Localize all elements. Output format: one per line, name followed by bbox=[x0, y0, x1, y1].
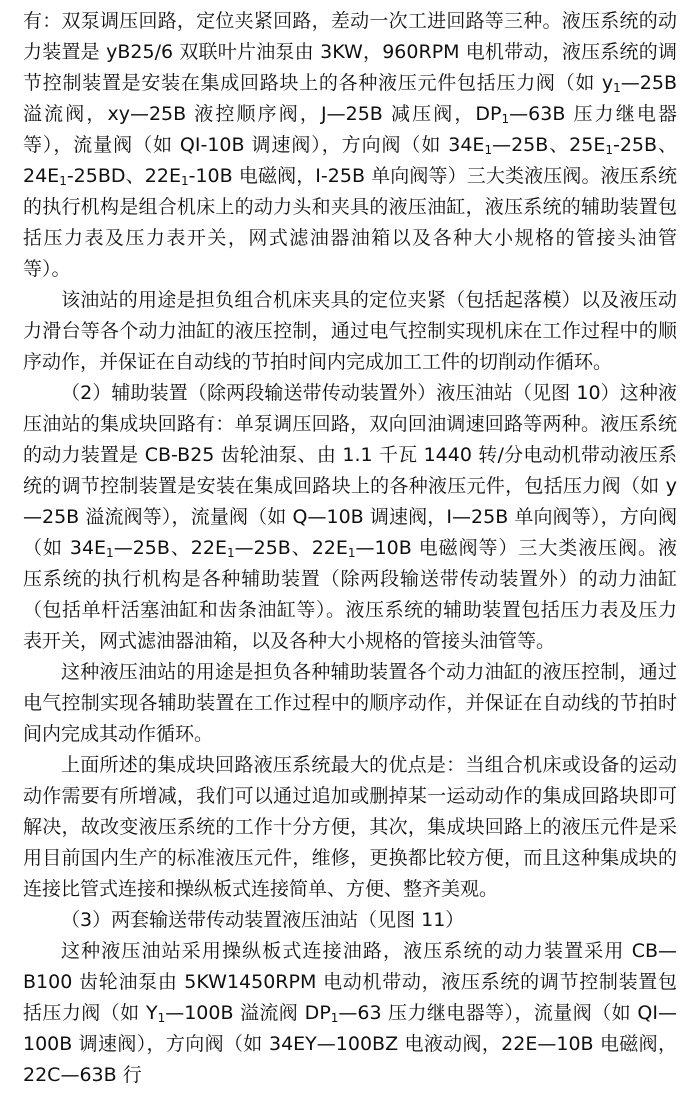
paragraph-3 bbox=[23, 378, 677, 657]
paragraph-2 bbox=[23, 285, 677, 378]
text-segment: 这种液压油站的用途是担负各种辅助装置各个动力油缸的液压控制，通过电气控制实现各辅助装置在工作过程中的顺序动作，并保证在自动线的节拍时间内完成其动作循环。 bbox=[23, 661, 677, 745]
text-segment: —25B、22E bbox=[234, 537, 348, 559]
text-segment: -25BD、22E bbox=[66, 165, 181, 187]
subscript: 1 bbox=[501, 112, 510, 126]
text-segment: 该油站的用途是担负组合机床夹具的定位夹紧（包括起落模）以及液压动力滑台等各个动力油缸的液压控制，通过电气控制实现机床在工作过程中的顺序动作，并保证在自动线的节拍时间内完成加工工件的切削动作循环。 bbox=[23, 289, 677, 373]
text-segment: 上面所述的集成块回路液压系统最大的优点是：当组合机床或设备的运动动作需要有所增减，我们可以通过追加或删掉某一运动动作的集成回路块即可解决，故改变液压系统的工作十分方便，其次，集成块回路上的液压元件是采用目前国内生产的标准液压元件，维修，更换都比较方便，而且这种集成块的连接比管式连接和操纵板式连接简单、方便、整齐美观。 bbox=[23, 754, 677, 900]
text-segment: 有：双泵调压回路，定位夹紧回路，差动一次工进回路等三种。液压系统的动力装置是 yB25/6 双联叶片油泵由 3KW，960RPM 电机带动，液压系统的调节控制装置是安装在集成回路块上的各种液压元件包括压力阀（如 y bbox=[23, 10, 677, 94]
subscript: 1 bbox=[106, 546, 114, 560]
text-segment: 这种液压油站采用操纵板式连接油路，液压系统的动力装置采用 CB—B100 齿轮油泵由 5KW1450RPM 电动机带动，液压系统的调节控制装置包括压力阀（如 Y bbox=[23, 940, 677, 1024]
paragraph-4 bbox=[23, 657, 677, 750]
subscript: 1 bbox=[484, 143, 493, 157]
text-segment: —10B 电磁阀等）三大类液压阀。液压系统的执行机构是各种辅助装置（除两段输送带传动装置外）的动力油缸（包括单杆活塞油缸和齿条油缸等）。液压系统的辅助装置包括压力表及压力表开关，网式滤油器油箱，以及各种大小规格的管接头油管等。 bbox=[23, 537, 677, 652]
subscript: 1 bbox=[59, 174, 67, 188]
text-segment: -25B、24E bbox=[23, 134, 677, 187]
paragraph-5 bbox=[23, 750, 677, 905]
text-segment: —63B 压力继电器等），流量阀（如 QI-10B 调速阀），方向阀（如 34E bbox=[23, 103, 677, 156]
text-segment: —100B 溢流阀 DP bbox=[165, 1002, 331, 1024]
text-segment: —25B 溢流阀，xy—25B 液控顺序阀，J—25B 减压阀，DP bbox=[23, 72, 677, 125]
text-segment: —25B、25E bbox=[492, 134, 606, 156]
subscript: 1 bbox=[605, 143, 613, 157]
text-segment: （3）两套输送带传动装置液压油站（见图 11） bbox=[61, 909, 465, 931]
subscript: 1 bbox=[180, 174, 189, 188]
text-segment: —63 压力继电器等），流量阀（如 QI—100B 调速阀），方向阀（如 34EY—100BZ 电液动阀，22E—10B 电磁阀，22C—63B 行 bbox=[23, 1002, 677, 1086]
subscript: 1 bbox=[330, 1011, 339, 1025]
subscript: 1 bbox=[613, 81, 621, 95]
text-segment: —25B、22E bbox=[113, 537, 227, 559]
section-heading-3 bbox=[23, 905, 677, 936]
subscript: 1 bbox=[226, 546, 235, 560]
paragraph-7 bbox=[23, 936, 677, 1091]
subscript: 1 bbox=[157, 1011, 166, 1025]
subscript: 1 bbox=[347, 546, 356, 560]
paragraph-1 bbox=[23, 6, 677, 285]
text-segment: -10B 电磁阀，I-25B 单向阀等）三大类液压阀。液压系统的执行机构是组合机床上的动力头和夹具的液压油缸，液压系统的辅助装置包括压力表及压力表开关，网式滤油器油箱以及各种大小规格的管接头油管等）。 bbox=[23, 165, 677, 280]
text-segment: （2）辅助装置（除两段输送带传动装置外）液压油站（见图 10）这种液压油站的集成块回路有：单泵调压回路，双向回油调速回路等两种。液压系统的动力装置是 CB-B25 齿轮油泵、由 1.1 千瓦 1440 转/分电动机带动液压系统的调节控制装置是安装在集成回路块上的各种液压元件，包括压力阀（如 y—25B 溢流阀等），流量阀（如 Q—10B 调速阀，I—25B 单向阀等），方向阀（如 34E bbox=[23, 382, 677, 559]
